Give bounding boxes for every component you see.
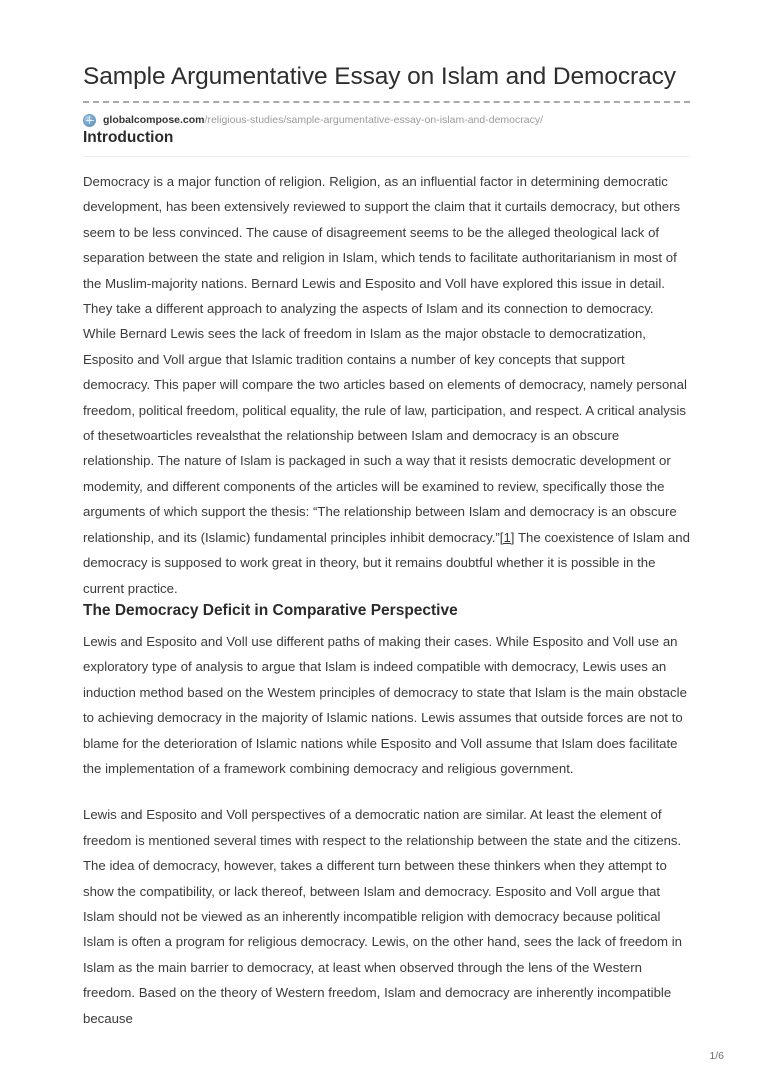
page-title: Sample Argumentative Essay on Islam and Democracy (83, 63, 676, 90)
paragraph-democracy-deficit-2: Lewis and Esposito and Voll perspectives of a democratic nation are similar. At least the element of freedom is mentioned several times with respect to the relationship between the state and the citizens. The idea of democracy, however, takes a different turn between these thinkers when they attempt to show the compatibility, or lack thereof, between Islam and democracy. Esposito and Voll argue that Islam should not be viewed as an inherently incompatible religion with democracy because political Islam is often a program for religious democracy. Lewis, on the other hand, sees the lack of freedom in Islam as the main barrier to democracy, at least when observed through the lens of the Western freedom. Based on the theory of Western freedom, Islam and democracy are inherently incompatible because (83, 807, 682, 1026)
title-dashed-divider (83, 101, 690, 103)
paragraph-introduction-text-b: The coexistence of Islam and democracy is supposed to work great in theory, but it remains doubtful whether it is possible in the current practice. (83, 529, 690, 596)
source-url-path: /religious-studies/sample-argumentative-essay-on-islam-and-democracy/ (204, 113, 543, 126)
page-number-indicator: 1/6 (709, 1050, 724, 1062)
paragraph-introduction (83, 169, 690, 601)
document-content (83, 62, 690, 1031)
source-url-domain: globalcompose.com (103, 113, 205, 126)
introduction-divider (83, 156, 690, 157)
section-heading-introduction: Introduction (83, 129, 174, 146)
globe-favicon-icon (83, 114, 96, 127)
source-url-row[interactable] (83, 112, 690, 128)
paragraph-democracy-deficit-1: Lewis and Esposito and Voll use different paths of making their cases. While Esposito and Voll use an exploratory type of analysis to argue that Islam is indeed compatible with democracy, Lewis uses an induction method based on the Westem principles of democracy to state that Islam is the main obstacle to achieving democracy in the majority of Islamic nations. Lewis assumes that outside forces are not to blame for the deterioration of Islamic nations while Esposito and Voll assume that Islam does facilitate the implementation of a framework combining democracy and religious government. (83, 633, 687, 776)
footnote-reference-link[interactable]: [1] (499, 529, 515, 545)
paragraph-introduction-text-a: Democracy is a major function of religion. Religion, as an influential factor in determining democratic development, has been extensively reviewed to support the claim that it curtails democracy, but others seem to be less convinced. The cause of disagreement seems to be the alleged theological lack of separation between the state and religion in Islam, which tends to facilitate authoritarianism in most of the Muslim-majority nations. Bernard Lewis and Esposito and Voll have explored this issue in detail. They take a different approach to analyzing the aspects of Islam and its connection to democracy. While Bernard Lewis sees the lack of freedom in Islam as the major obstacle to democratization, Esposito and Voll argue that Islamic tradition contains a number of key concepts that support democracy. This paper will compare the two articles based on elements of democracy, namely personal freedom, political freedom, political equality, the rule of law, participation, and respect. A critical analysis of thesetwoarticles revealsthat the relationship between Islam and democracy is an obscure relationship. The nature of Islam is packaged in such a way that it resists democratic development or modemity, and different components of the articles will be examined to review, specifically those the arguments of which support the thesis: “The relationship between Islam and democracy is an obscure relationship, and its (Islamic) fundamental principles inhibit democracy.” (83, 174, 687, 545)
section-heading-democracy-deficit: The Democracy Deficit in Comparative Perspective (83, 601, 458, 619)
source-url[interactable] (103, 114, 543, 127)
